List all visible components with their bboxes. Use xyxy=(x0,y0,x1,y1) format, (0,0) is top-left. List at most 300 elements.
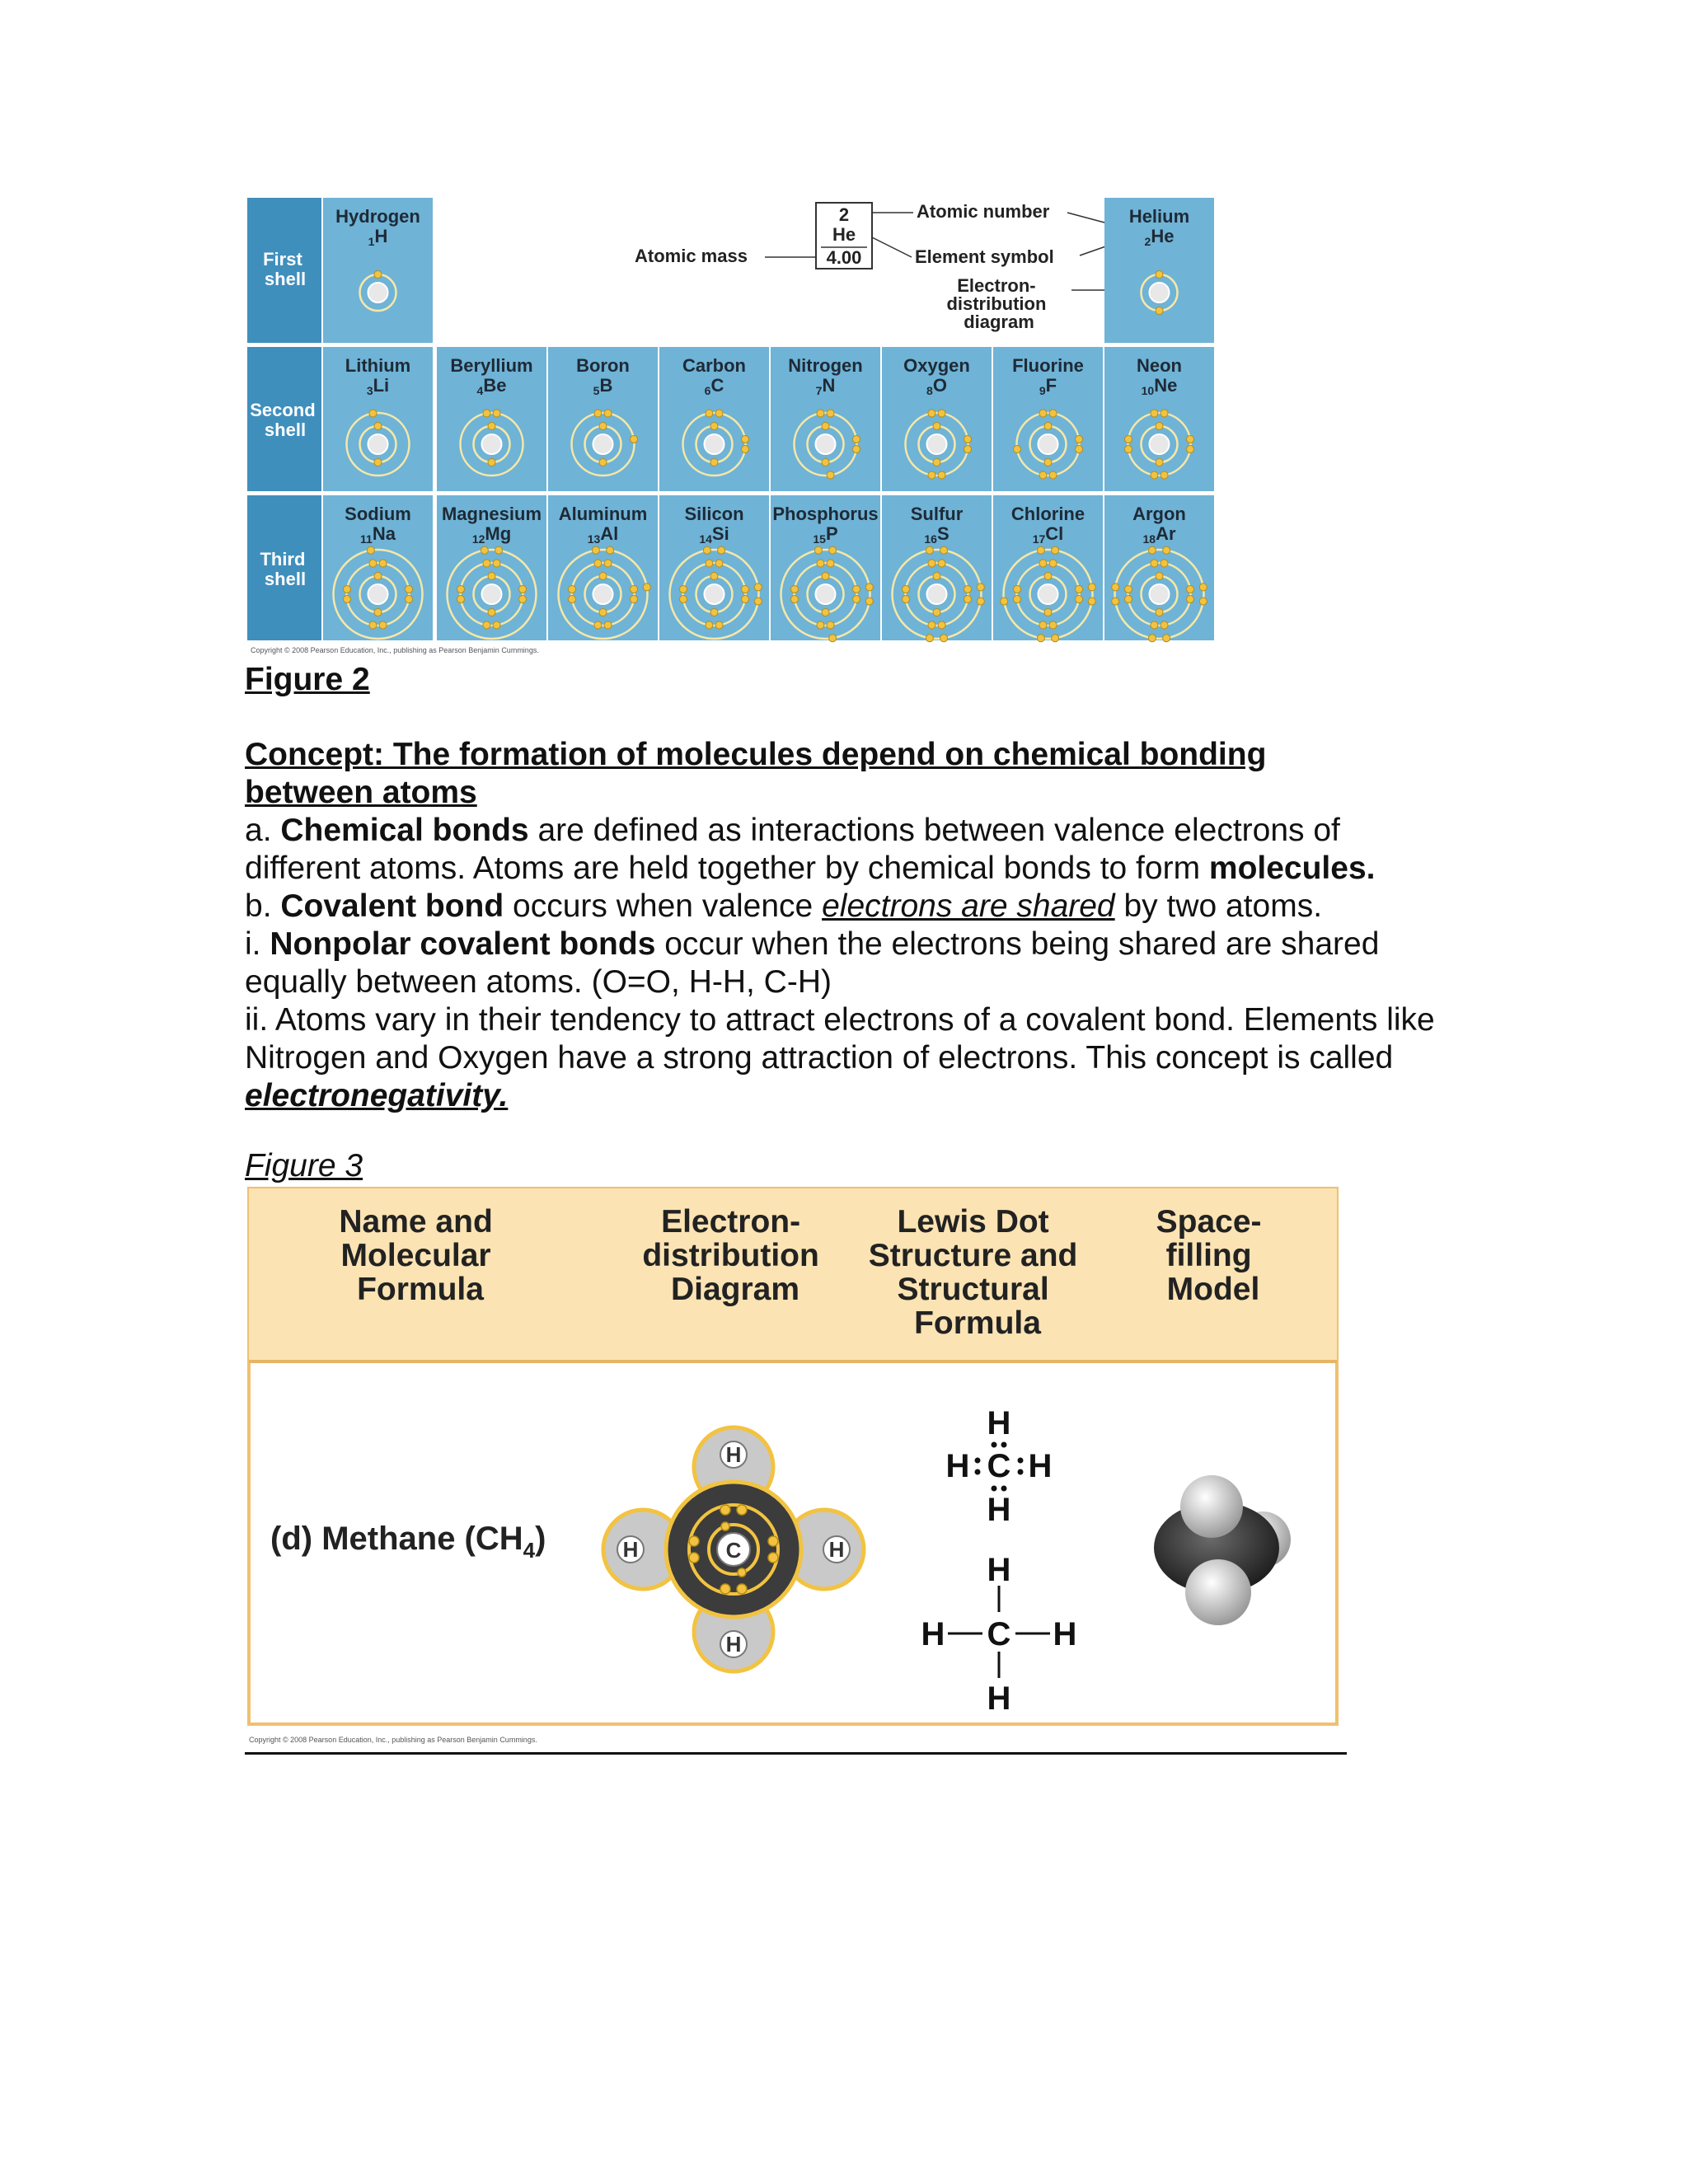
symbol-carbon: C xyxy=(710,375,724,396)
electron-sulfur-3-1 xyxy=(926,546,933,554)
struct-h-bottom: H xyxy=(987,1680,1011,1717)
lewis-h-left: H xyxy=(945,1448,970,1484)
symbol-fluorine: F xyxy=(1045,375,1057,396)
electron-chlorine-3-5 xyxy=(1052,635,1059,642)
electron-silicon-3-1 xyxy=(703,546,710,554)
first-shell-label-2: shell xyxy=(264,269,307,289)
electron-oxygen-2-3 xyxy=(964,435,972,443)
electron-sodium-2-5 xyxy=(379,621,387,629)
electron-aluminum-3-3 xyxy=(643,583,650,591)
electron-sulfur-2-4 xyxy=(964,596,972,603)
model-h-top xyxy=(1180,1475,1243,1538)
symbol-boron: B xyxy=(599,375,613,396)
atomic-number-oxygen: 8 xyxy=(926,384,933,397)
col4-header xyxy=(1156,1204,1271,1307)
symbol-phosphorus: P xyxy=(825,523,838,544)
third-shell-label-1: Third xyxy=(260,549,306,569)
electron-silicon-2-3 xyxy=(742,585,749,593)
atomic-number-chlorine: 17 xyxy=(1032,532,1046,546)
electron-sodium-1-1 xyxy=(374,573,382,580)
second-shell-label-2: shell xyxy=(264,419,307,440)
para-i-text: occur when the electrons being shared are shared equally between atoms. (O=O, H-H, C-H) xyxy=(245,926,1380,1000)
element-name-aluminum: Aluminum xyxy=(558,504,648,524)
electron-sulfur-1-1 xyxy=(933,573,940,580)
symbol-magnesium: Mg xyxy=(485,523,512,544)
element-cell-nitrogen xyxy=(771,347,880,491)
nucleus-chlorine xyxy=(1039,584,1058,604)
electron-nitrogen-1-1 xyxy=(822,423,829,430)
atomic-number-helium: 2 xyxy=(1144,235,1151,248)
electron-diagram-label-3: diagram xyxy=(964,312,1034,332)
lewis-h-bottom: H xyxy=(987,1492,1011,1528)
col1-header-2: Molecular xyxy=(340,1238,491,1273)
electron-phosphorus-3-1 xyxy=(814,546,822,554)
electron-magnesium-2-4 xyxy=(519,596,527,603)
col2-header-1: Electron- xyxy=(661,1204,801,1240)
symbol-helium: He xyxy=(1151,226,1175,246)
electron-silicon-2-8 xyxy=(679,585,687,593)
electron-argon-3-6 xyxy=(1148,635,1156,642)
element-cell-beryllium xyxy=(437,347,546,491)
periodic-electron-figure xyxy=(247,198,1220,659)
nucleus-fluorine xyxy=(1039,434,1058,454)
electron-argon-1-2 xyxy=(1156,609,1163,616)
electron-sulfur-2-1 xyxy=(928,560,935,567)
legend-key-symbol: He xyxy=(832,224,856,245)
electron-phosphorus-3-4 xyxy=(865,598,873,605)
electron-phosphorus-2-3 xyxy=(853,585,860,593)
col1-header-3: Formula xyxy=(357,1272,484,1307)
element-name-nitrogen: Nitrogen xyxy=(788,355,863,376)
electron-carbon-2-1 xyxy=(706,410,713,417)
electron-oxygen-1-2 xyxy=(933,459,940,466)
electron-sodium-2-6 xyxy=(369,621,377,629)
electron-fluorine-1-1 xyxy=(1044,423,1052,430)
electron-boron-1-1 xyxy=(599,423,607,430)
element-name-magnesium: Magnesium xyxy=(441,504,542,524)
nucleus-sodium xyxy=(368,584,388,604)
element-name-chlorine: Chlorine xyxy=(1010,504,1085,524)
methane-label-main: (d) Methane (CH xyxy=(270,1521,523,1557)
concept-heading: Concept: The formation of molecules depend on chemical bonding between atoms xyxy=(245,737,1267,810)
electron-sulfur-3-5 xyxy=(940,635,948,642)
electron-aluminum-2-8 xyxy=(568,585,575,593)
element-cell-oxygen xyxy=(882,347,992,491)
electron-silicon-2-2 xyxy=(715,560,723,567)
para-i-prefix: i. xyxy=(245,926,270,962)
electron-sodium-1-2 xyxy=(374,609,382,616)
struct-c: C xyxy=(987,1616,1011,1652)
col1-header xyxy=(339,1204,501,1307)
electron-sulfur-2-6 xyxy=(928,621,935,629)
electron-carbon-1-1 xyxy=(710,423,718,430)
electron-chlorine-2-5 xyxy=(1049,621,1057,629)
electron-sulfur-2-5 xyxy=(938,621,945,629)
electron-silicon-1-2 xyxy=(710,609,718,616)
electron-chlorine-3-2 xyxy=(1052,546,1059,554)
electron-phosphorus-2-1 xyxy=(817,560,824,567)
electron-phosphorus-1-2 xyxy=(822,609,829,616)
electron-fluorine-2-3 xyxy=(1076,435,1083,443)
electron-beryllium-1-1 xyxy=(488,423,495,430)
electron-boron-1-2 xyxy=(599,459,607,466)
element-name-helium: Helium xyxy=(1128,206,1190,227)
electron-oxygen-2-5 xyxy=(938,471,945,479)
legend-key xyxy=(635,201,1146,332)
electron-aluminum-2-3 xyxy=(631,585,638,593)
element-cell-silicon xyxy=(659,495,769,640)
electron-nitrogen-1-2 xyxy=(822,459,829,466)
atomic-number-magnesium: 12 xyxy=(471,532,485,546)
electron-argon-1-1 xyxy=(1156,573,1163,580)
electron-diagram-label-1: Electron- xyxy=(957,275,1036,296)
element-name-argon: Argon xyxy=(1132,504,1186,524)
symbol-sodium: Na xyxy=(372,523,396,544)
h-symbol-left: H xyxy=(622,1537,639,1562)
nucleus-aluminum xyxy=(593,584,613,604)
electron-neon-2-5 xyxy=(1160,471,1168,479)
electron-sulfur-2-3 xyxy=(964,585,972,593)
electron-sodium-2-7 xyxy=(343,596,350,603)
symbol-oxygen: O xyxy=(932,375,947,396)
lewis-c: C xyxy=(987,1448,1011,1484)
paragraph-a xyxy=(245,812,1448,888)
electron-argon-2-5 xyxy=(1160,621,1168,629)
electron-chlorine-2-6 xyxy=(1039,621,1047,629)
term-electronegativity: electronegativity. xyxy=(245,1078,509,1113)
element-name-boron: Boron xyxy=(576,355,630,376)
electron-argon-3-3 xyxy=(1199,583,1207,591)
electron-sulfur-3-2 xyxy=(940,546,948,554)
nucleus-neon xyxy=(1150,434,1170,454)
atomic-number-lithium: 3 xyxy=(366,384,373,397)
electron-neon-2-8 xyxy=(1124,435,1132,443)
col4-header-3: Model xyxy=(1166,1272,1260,1307)
electron-oxygen-2-4 xyxy=(964,446,972,453)
electron-silicon-1-1 xyxy=(710,573,718,580)
atomic-number-silicon: 14 xyxy=(699,532,712,546)
element-name-lithium: Lithium xyxy=(345,355,411,376)
element-cell-magnesium xyxy=(437,495,546,640)
electron-chlorine-2-8 xyxy=(1013,585,1020,593)
electron-magnesium-3-1 xyxy=(481,546,488,554)
element-name-fluorine: Fluorine xyxy=(1012,355,1084,376)
nucleus-oxygen xyxy=(927,434,947,454)
nucleus-magnesium xyxy=(482,584,502,604)
electron-sulfur-3-6 xyxy=(926,635,933,642)
third-shell-label xyxy=(260,549,310,589)
electron-aluminum-2-2 xyxy=(604,560,612,567)
electron-chlorine-3-6 xyxy=(1037,635,1044,642)
methane-label-end: ) xyxy=(535,1521,546,1557)
electron-phosphorus-3-2 xyxy=(829,546,837,554)
nucleus-silicon xyxy=(705,584,724,604)
first-shell-label-1: First xyxy=(263,249,302,269)
electron-magnesium-2-5 xyxy=(493,621,500,629)
c-symbol: C xyxy=(725,1538,742,1563)
atomic-number-label: Atomic number xyxy=(917,201,1050,222)
electron-neon-2-4 xyxy=(1187,446,1194,453)
electron-carbon-1-2 xyxy=(710,459,718,466)
electron-aluminum-3-2 xyxy=(607,546,614,554)
electron-lithium-2-1 xyxy=(369,410,377,417)
electron-silicon-2-6 xyxy=(706,621,713,629)
col2-header-3: Diagram xyxy=(670,1272,800,1307)
element-name-neon: Neon xyxy=(1137,355,1182,376)
electron-argon-3-5 xyxy=(1163,635,1170,642)
atomic-number-sodium: 11 xyxy=(360,532,373,546)
nucleus-nitrogen xyxy=(816,434,836,454)
electron-fluorine-2-4 xyxy=(1076,446,1083,453)
para-b-text2: by two atoms. xyxy=(1114,888,1323,924)
struct-h-right: H xyxy=(1053,1616,1077,1652)
electron-fluorine-2-5 xyxy=(1049,471,1057,479)
electron-nitrogen-2-3 xyxy=(853,435,860,443)
electron-neon-2-2 xyxy=(1160,410,1168,417)
atomic-number-neon: 10 xyxy=(1141,384,1155,397)
electron-oxygen-2-1 xyxy=(928,410,935,417)
electron-argon-3-8 xyxy=(1112,583,1119,591)
electron-argon-2-3 xyxy=(1187,585,1194,593)
electron-fluorine-2-2 xyxy=(1049,410,1057,417)
nucleus-helium xyxy=(1150,283,1170,302)
electron-neon-2-3 xyxy=(1187,435,1194,443)
element-name-oxygen: Oxygen xyxy=(903,355,970,376)
electron-neon-2-7 xyxy=(1124,446,1132,453)
electron-sulfur-2-8 xyxy=(902,585,909,593)
electron-sodium-2-3 xyxy=(406,585,413,593)
electron-magnesium-2-8 xyxy=(457,585,464,593)
h-symbol-right: H xyxy=(828,1537,845,1562)
col3-header-1: Lewis Dot xyxy=(897,1204,1049,1240)
electron-oxygen-2-2 xyxy=(938,410,945,417)
second-shell-label-1: Second xyxy=(250,400,316,420)
symbol-hydrogen: H xyxy=(374,226,388,246)
figure3-copyright: Copyright © 2008 Pearson Education, Inc., publishing as Pearson Benjamin Cummings. xyxy=(249,1736,537,1744)
electron-neon-2-6 xyxy=(1151,471,1158,479)
electron-silicon-3-3 xyxy=(754,583,762,591)
electron-helium-1-1 xyxy=(1156,271,1163,279)
col3-header-2: Structure and xyxy=(868,1238,1078,1273)
electron-chlorine-3-4 xyxy=(1088,598,1095,605)
atomic-number-beryllium: 4 xyxy=(476,384,484,397)
col4-header-1: Space- xyxy=(1156,1204,1262,1240)
element-cell-carbon xyxy=(659,347,769,491)
electron-beryllium-2-1 xyxy=(483,410,490,417)
legend-key-number: 2 xyxy=(838,204,850,225)
symbol-chlorine: Cl xyxy=(1045,523,1064,544)
electron-chlorine-1-2 xyxy=(1044,609,1052,616)
electron-neon-1-2 xyxy=(1156,459,1163,466)
nucleus-hydrogen xyxy=(368,283,388,302)
electron-sodium-2-1 xyxy=(369,560,377,567)
electron-boron-2-2 xyxy=(604,410,612,417)
paragraph-ii xyxy=(245,1001,1448,1115)
electron-boron-2-1 xyxy=(594,410,602,417)
element-cell-helium xyxy=(1104,198,1214,343)
atomic-number-fluorine: 9 xyxy=(1039,384,1046,397)
atomic-number-nitrogen: 7 xyxy=(815,384,823,397)
third-shell-label-2: shell xyxy=(264,569,307,589)
electron-magnesium-1-2 xyxy=(488,609,495,616)
electron-sulfur-2-2 xyxy=(938,560,945,567)
electron-hydrogen-1-1 xyxy=(374,271,382,279)
col1-header-1: Name and xyxy=(339,1204,493,1240)
electron-argon-2-6 xyxy=(1151,621,1158,629)
electron-argon-3-7 xyxy=(1112,598,1119,605)
electron-diagram-label xyxy=(946,275,1051,332)
element-cell-sodium xyxy=(323,495,433,640)
electron-sulfur-3-4 xyxy=(977,598,984,605)
atomic-number-phosphorus: 15 xyxy=(813,532,826,546)
nucleus-sulfur xyxy=(927,584,947,604)
electron-fluorine-2-1 xyxy=(1039,410,1047,417)
element-name-sulfur: Sulfur xyxy=(910,504,964,524)
symbol-argon: Ar xyxy=(1156,523,1176,544)
electron-fluorine-2-6 xyxy=(1039,471,1047,479)
electron-fluorine-1-2 xyxy=(1044,459,1052,466)
electron-sulfur-2-7 xyxy=(902,596,909,603)
element-cell-fluorine xyxy=(993,347,1103,491)
element-symbol-label: Element symbol xyxy=(915,246,1054,267)
para-b-prefix: b. xyxy=(245,888,281,924)
h-symbol-bottom: H xyxy=(725,1632,742,1657)
electron-silicon-2-5 xyxy=(715,621,723,629)
term-chemical-bonds: Chemical bonds xyxy=(280,813,529,848)
h-symbol-top: H xyxy=(725,1442,742,1467)
symbol-sulfur: S xyxy=(936,523,950,544)
electron-argon-3-1 xyxy=(1148,546,1156,554)
element-name-hydrogen: Hydrogen xyxy=(335,206,420,227)
electron-phosphorus-2-4 xyxy=(853,596,860,603)
electron-phosphorus-3-5 xyxy=(829,635,837,642)
legend-key-mass: 4.00 xyxy=(826,247,862,268)
electron-chlorine-2-1 xyxy=(1039,560,1047,567)
struct-h-top: H xyxy=(987,1552,1011,1588)
electron-argon-2-7 xyxy=(1124,596,1132,603)
electron-silicon-3-2 xyxy=(718,546,725,554)
paragraph-b xyxy=(245,888,1448,926)
electron-carbon-2-4 xyxy=(742,446,749,453)
nucleus-lithium xyxy=(368,434,388,454)
electron-nitrogen-2-4 xyxy=(853,446,860,453)
paragraph-i xyxy=(245,926,1448,1001)
electron-argon-2-8 xyxy=(1124,585,1132,593)
term-nonpolar-covalent: Nonpolar covalent bonds xyxy=(270,926,656,962)
electron-aluminum-2-5 xyxy=(604,621,612,629)
nucleus-phosphorus xyxy=(816,584,836,604)
methane-row-label xyxy=(270,1521,546,1563)
model-h-bottom xyxy=(1185,1559,1251,1625)
para-a-text: are defined as interactions between valence electrons of different atoms. Atoms are held together by chemical bonds to form xyxy=(245,813,1340,886)
electron-sulfur-3-3 xyxy=(977,583,984,591)
electron-phosphorus-2-7 xyxy=(790,596,798,603)
element-cell-lithium xyxy=(323,347,433,491)
element-cell-chlorine xyxy=(993,495,1103,642)
electron-phosphorus-1-1 xyxy=(822,573,829,580)
para-ii-text: ii. Atoms vary in their tendency to attract electrons of a covalent bond. Elements like Nitrogen and Oxygen have a strong attraction of electrons. This concept is called xyxy=(245,1002,1435,1076)
electron-nitrogen-2-5 xyxy=(827,471,834,479)
electron-magnesium-2-1 xyxy=(483,560,490,567)
electron-aluminum-1-2 xyxy=(599,609,607,616)
electron-magnesium-1-1 xyxy=(488,573,495,580)
electron-chlorine-3-3 xyxy=(1088,583,1095,591)
electron-chlorine-2-7 xyxy=(1013,596,1020,603)
element-cell-sulfur xyxy=(882,495,992,642)
electron-aluminum-1-1 xyxy=(599,573,607,580)
element-cells xyxy=(323,198,1214,642)
electron-magnesium-2-3 xyxy=(519,585,527,593)
para-a-prefix: a. xyxy=(245,813,281,848)
col2-header-2: distribution xyxy=(642,1238,819,1273)
electron-lithium-1-1 xyxy=(374,423,382,430)
element-cell-argon xyxy=(1104,495,1214,642)
electron-boron-2-3 xyxy=(631,435,638,443)
phrase-electrons-shared: electrons are shared xyxy=(822,888,1115,924)
electron-phosphorus-2-6 xyxy=(817,621,824,629)
electron-chlorine-1-1 xyxy=(1044,573,1052,580)
element-cell-aluminum xyxy=(548,495,658,640)
electron-silicon-2-1 xyxy=(706,560,713,567)
atomic-number-argon: 18 xyxy=(1142,532,1156,546)
atomic-mass-label: Atomic mass xyxy=(635,246,748,266)
term-covalent-bond: Covalent bond xyxy=(280,888,504,924)
nucleus-argon xyxy=(1150,584,1170,604)
electron-beryllium-1-2 xyxy=(488,459,495,466)
electron-argon-2-1 xyxy=(1151,560,1158,567)
element-cell-neon xyxy=(1104,347,1214,491)
electron-lithium-1-2 xyxy=(374,459,382,466)
element-name-carbon: Carbon xyxy=(682,355,746,376)
electron-argon-3-2 xyxy=(1163,546,1170,554)
col3-header-4: Formula xyxy=(914,1305,1041,1341)
col4-header-2: filling xyxy=(1165,1238,1252,1273)
nucleus-carbon xyxy=(705,434,724,454)
atomic-number-hydrogen: 1 xyxy=(368,235,375,248)
electron-argon-3-4 xyxy=(1199,598,1207,605)
element-name-sodium: Sodium xyxy=(345,504,411,524)
atomic-number-carbon: 6 xyxy=(704,384,711,397)
electron-aluminum-2-1 xyxy=(594,560,602,567)
col3-header-3: Structural xyxy=(897,1272,1049,1307)
struct-h-left: H xyxy=(921,1616,945,1652)
electron-phosphorus-2-2 xyxy=(827,560,834,567)
methane-table xyxy=(247,1187,1352,1747)
electron-silicon-2-4 xyxy=(742,596,749,603)
symbol-neon: Ne xyxy=(1154,375,1178,396)
electron-nitrogen-2-1 xyxy=(817,410,824,417)
symbol-silicon: Si xyxy=(711,523,729,544)
electron-argon-2-2 xyxy=(1160,560,1168,567)
element-name-silicon: Silicon xyxy=(684,504,744,524)
electron-magnesium-2-6 xyxy=(483,621,490,629)
electron-neon-1-1 xyxy=(1156,423,1163,430)
symbol-aluminum: Al xyxy=(600,523,619,544)
nucleus-beryllium xyxy=(482,434,502,454)
lewis-h-top: H xyxy=(987,1405,1011,1441)
electron-helium-1-2 xyxy=(1156,307,1163,315)
nucleus-boron xyxy=(593,434,613,454)
symbol-beryllium: Be xyxy=(483,375,507,396)
electron-chlorine-2-3 xyxy=(1076,585,1083,593)
figure2-label: Figure 2 xyxy=(245,662,370,697)
electron-fluorine-2-7 xyxy=(1013,446,1020,453)
element-name-beryllium: Beryllium xyxy=(450,355,533,376)
figure1-copyright: Copyright © 2008 Pearson Education, Inc., publishing as Pearson Benjamin Cummings. xyxy=(251,646,539,654)
electron-sodium-2-4 xyxy=(406,596,413,603)
electron-chlorine-2-2 xyxy=(1049,560,1057,567)
body-text xyxy=(245,812,1448,1115)
